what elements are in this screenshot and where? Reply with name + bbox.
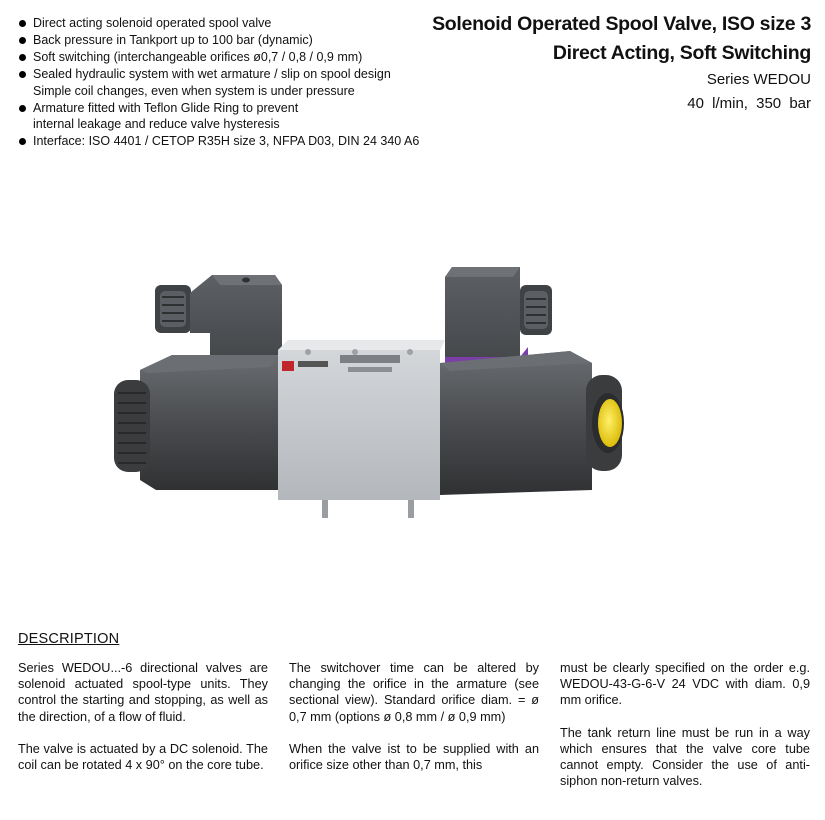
rating-label: 40 l/min, 350 bar — [687, 95, 811, 112]
manual-override-knob — [598, 399, 622, 447]
feature-text: Soft switching (interchangeable orifices ø0,7 / 0,8 / 0,9 mm) — [33, 49, 363, 64]
feature-text: Interface: ISO 4401 / CETOP R35H size 3, NFPA D03, DIN 24 340 A6 — [33, 134, 420, 149]
valve-product-image — [100, 255, 660, 525]
title-block — [432, 10, 811, 116]
feature-text: Armature fitted with Teflon Glide Ring to prevent — [33, 100, 299, 115]
description-column — [560, 660, 810, 805]
left-coil — [114, 355, 278, 490]
description-paragraph: must be clearly specified on the order e.g. WEDOU-43-G-6-V 24 VDC with diam. 0,9 mm orifice. — [560, 661, 810, 708]
page-title: Solenoid Operated Spool Valve, ISO size 3 — [432, 13, 811, 35]
feature-item — [18, 49, 488, 66]
bullet-icon — [19, 54, 26, 61]
feature-item — [18, 133, 488, 150]
feature-item — [18, 100, 488, 134]
bullet-icon — [19, 71, 26, 78]
feature-text: Sealed hydraulic system with wet armature / slip on spool design — [33, 66, 391, 81]
valve-body — [278, 340, 445, 518]
feature-subtext: internal leakage and reduce valve hysteresis — [33, 117, 280, 132]
right-coil — [440, 351, 624, 495]
description-paragraph: The tank return line must be run in a way which ensures that the valve core tube cannot empty. Consider the use of anti-siphon non-return valves. — [560, 725, 810, 789]
feature-subtext: Simple coil changes, even when system is under pressure — [33, 83, 355, 98]
description-paragraph: Series WEDOU...-6 directional valves are solenoid actuated spool-type units. They control the starting and stopping, as well as the direction, of a flow of fluid. — [18, 661, 268, 724]
feature-item — [18, 66, 488, 100]
feature-item — [18, 15, 488, 32]
feature-text: Direct acting solenoid operated spool valve — [33, 16, 272, 30]
page-subtitle: Direct Acting, Soft Switching — [552, 42, 811, 64]
bullet-icon — [19, 105, 26, 112]
description-paragraph: The switchover time can be altered by changing the orifice in the armature (see sectional view). Standard orifice diam. = ø 0,7 mm (options ø 0,8 mm / ø 0,9 mm) — [289, 661, 539, 724]
description-paragraph: The valve is actuated by a DC solenoid. The coil can be rotated 4 x 90° on the core tube. — [18, 741, 268, 773]
feature-item — [18, 32, 488, 49]
description-column — [18, 660, 268, 789]
bullet-icon — [19, 20, 26, 27]
bullet-icon — [19, 138, 26, 145]
feature-list — [18, 15, 488, 150]
description-heading: DESCRIPTION — [18, 631, 120, 647]
feature-text: Back pressure in Tankport up to 100 bar (dynamic) — [33, 32, 313, 47]
left-connector — [155, 275, 290, 363]
bullet-icon — [19, 37, 26, 44]
description-column — [289, 660, 539, 789]
right-connector — [445, 267, 552, 365]
series-label: Series WEDOU — [706, 71, 811, 88]
description-paragraph: When the valve ist to be supplied with an orifice size other than 0,7 mm, this — [289, 741, 539, 773]
